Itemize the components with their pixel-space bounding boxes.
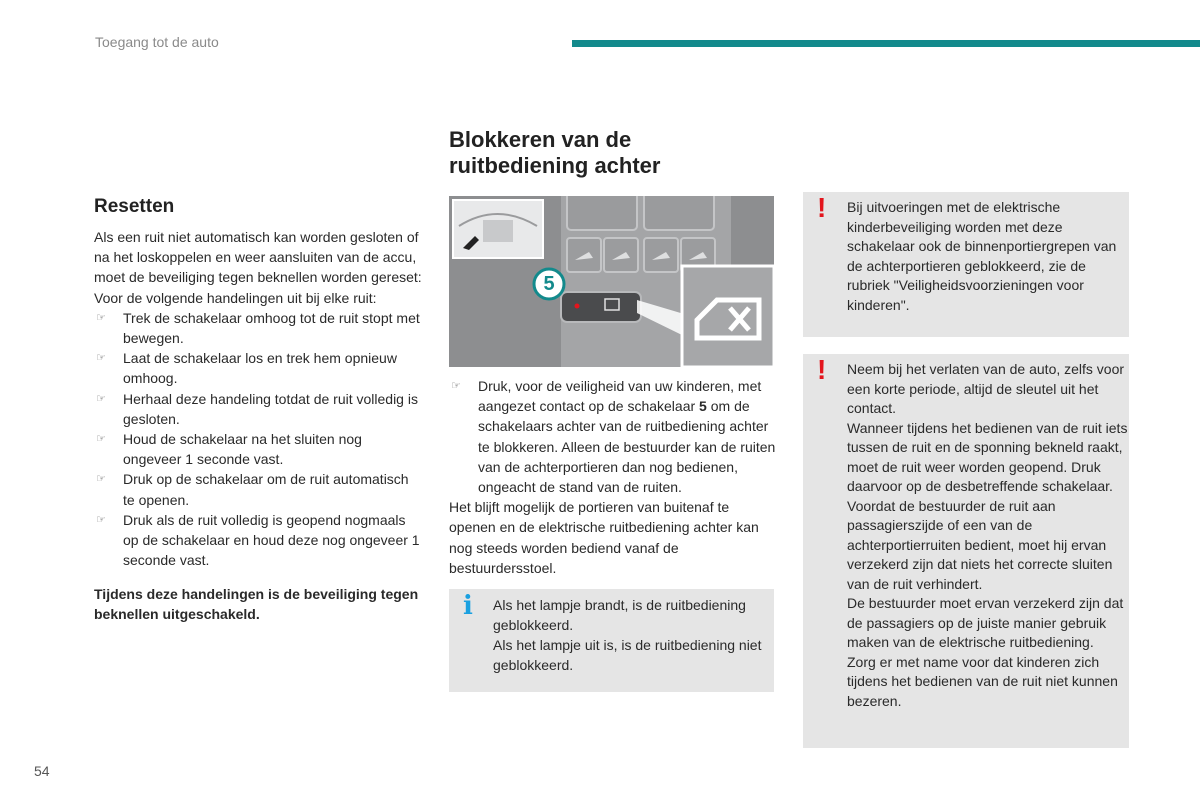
resetten-lead: Voor de volgende handelingen uit bij elke ruit: [94, 289, 377, 306]
hand-pointer-icon: ☞ [96, 352, 106, 365]
resetten-heading: Resetten [94, 196, 175, 217]
blokkeren-steps [449, 376, 777, 497]
list-item: ☞ Druk als de ruit volledig is geopend nogmaals op de schakelaar en houd deze nog ongeveer 1 seconde vast. [96, 511, 420, 569]
header-rule [572, 40, 1200, 47]
list-item: ☞ Trek de schakelaar omhoog tot de ruit stopt met bewegen. [96, 309, 420, 347]
hand-pointer-icon: ☞ [96, 513, 106, 526]
list-item: ☞ Herhaal deze handeling totdat de ruit volledig is gesloten. [96, 390, 418, 427]
hand-pointer-icon: ☞ [96, 473, 106, 486]
page-header-title: Toegang tot de auto [95, 34, 219, 50]
figure-callout-number: 5 [543, 273, 555, 295]
warning-box-1 [803, 192, 1129, 337]
resetten-section [94, 195, 424, 624]
list-item: ☞ Houd de schakelaar na het sluiten nog ongeveer 1 seconde vast. [96, 431, 362, 468]
warning-box-2 [803, 354, 1129, 748]
hand-pointer-icon: ☞ [96, 433, 106, 446]
info-box [449, 589, 774, 692]
blokkeren-para: Het blijft mogelijk de portieren van buitenaf te openen en de elektrische ruitbediening achter kan nog steeds worden bediend vanaf de bestuurdersstoel. [449, 499, 759, 576]
warning-text-1: Bij uitvoeringen met de elektrische kinderbeveiliging worden met deze schakelaar ook de binnenportiergrepen van de achterportieren geblokkeerd, zie de rubriek "Veiligheidsvoorzieningen voor kinderen". [847, 199, 1117, 313]
hand-pointer-icon: ☞ [451, 380, 461, 392]
hand-pointer-icon: ☞ [96, 311, 106, 324]
blokkeren-heading: Blokkeren van de ruitbediening achter [449, 127, 661, 178]
window-lock-switch-illustration [449, 196, 774, 367]
info-icon: i [463, 591, 473, 621]
hand-pointer-icon: ☞ [96, 392, 106, 405]
page-number: 54 [34, 763, 50, 779]
warning-icon: ! [817, 192, 827, 223]
list-item: ☞ Druk op de schakelaar om de ruit automatisch te openen. [96, 471, 409, 508]
list-item: ☞ Laat de schakelaar los en trek hem opnieuw omhoog. [96, 350, 397, 387]
warning-icon: ! [817, 354, 827, 385]
list-item: ☞ Druk, voor de veiligheid van uw kinderen, met aangezet contact op de schakelaar 5 om de schakelaars achter van de ruitbediening achter te blokkeren. Alleen de bestuurder kan de ruiten van de achterportieren dan nog bedienen, ongeacht de stand van de ruiten. [451, 378, 776, 496]
resetten-note: Tijdens deze handelingen is de beveiliging tegen beknellen uitgeschakeld. [94, 586, 419, 623]
resetten-intro: Als een ruit niet automatisch kan worden gesloten of na het loskoppelen en weer aansluiten van de accu, moet de beveiliging tegen beknellen worden gereset: [94, 229, 422, 286]
warning-text-2: Neem bij het verlaten van de auto, zelfs voor een korte periode, altijd de sleutel uit het contact. Wanneer tijdens het bedienen van de ruit iets tussen de ruit en de sponning bekneld raakt, moet de ruit weer worden geopend. Druk daarvoor op de desbetreffende schakelaar. Voordat de bestuurder de ruit aan passagierszijde of een van de achterportierruiten bedient, moet hij ervan verzekerd zijn dat niets het correcte sluiten van de ruit verhindert. De bestuurder moet ervan verzekerd zijn dat de passagiers op de juiste manier gebruik maken van de elektrische ruitbediening. Zorg er met name voor dat kinderen zich tijdens het bedienen van de ruit niet kunnen bezeren. [847, 361, 1128, 709]
info-text: Als het lampje brandt, is de ruitbediening geblokkeerd. Als het lampje uit is, is de ruitbediening niet geblokkeerd. [493, 597, 762, 673]
resetten-steps [94, 308, 424, 571]
blokkeren-section [449, 376, 777, 578]
